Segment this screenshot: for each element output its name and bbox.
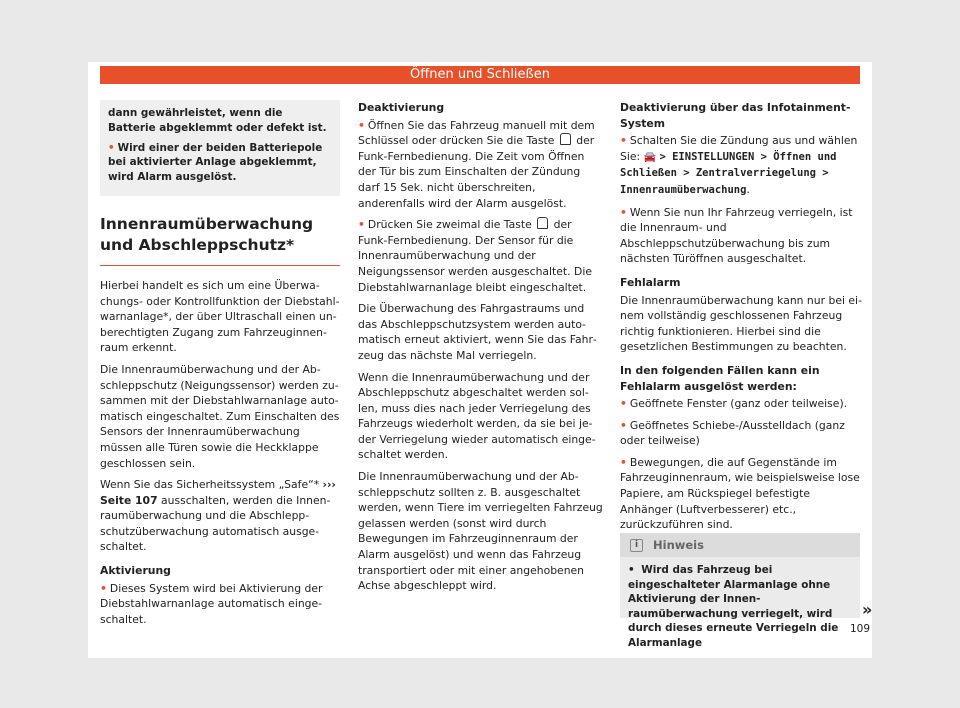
bullet-item: • Wenn Sie nun Ihr Fahrzeug verriegeln, ist die Innenraum- und Abschleppschutzüberwachung bis zum nächsten Türöffnen ausgeschaltet. (620, 205, 853, 266)
paragraph: Wenn Sie das Sicherheitssystem „Safe“* ››› Seite 107 ausschalten, werden die Innenraumüberwachung und die Abschleppschutzüberwachung automatisch ausgeschaltet. (100, 478, 336, 554)
bullet-icon: • (620, 134, 627, 148)
subheading-cases: In den folgenden Fällen kann ein Fehlalarm ausgelöst werden: (620, 363, 820, 393)
bullet-item: • Schalten Sie die Zündung aus und wählen Sie: 🚘 > EINSTELLUNGEN > Öffnen und Schließen > Zentralverriegelung > Innenraumüberwachung. (620, 134, 858, 196)
subheading-infotainment: Deaktivierung über das Infotainment-System (620, 101, 851, 130)
hinweis-header: i Hinweis (620, 533, 860, 557)
page-reference-link[interactable]: ››› Seite 107 (100, 478, 336, 507)
section-title: Innenraumüberwachung und Abschleppschutz* (100, 214, 340, 266)
hinweis-box (620, 533, 860, 649)
paragraph: Die Innenraumüberwachung und der Abschleppschutz (Neigungssensor) werden zusammen mit der Diebstahlwarnanlage automatisch eingeschaltet. Zum Einschalten des Sensors der Innenraumüberwachung müssen alle Türen sowie die Heckklappe geschlossen sein. (100, 362, 340, 470)
column-middle (358, 100, 603, 600)
bullet-icon: • (620, 397, 627, 411)
paragraph: Die Innenraumüberwachung kann nur bei einem vollständig geschlossenen Fahrzeug richtig funktionieren. Hierbei sind die gesetzlichen Bestimmungen zu beachten. (620, 293, 862, 354)
bullet-item: • Öffnen Sie das Fahrzeug manuell mit dem Schlüssel oder drücken Sie die Taste der Funk-Fernbedienung. Die Zeit vom Öffnen der Tür bis zum Einschalten der Zündung darf 15 Sek. nicht überschreiten, anderenfalls wird der Alarm ausgelöst. (358, 118, 595, 210)
bullet-icon: • (108, 141, 115, 154)
continued-arrow-icon: » (862, 600, 873, 619)
chapter-header: Öffnen und Schließen (100, 66, 860, 84)
info-icon: i (630, 539, 643, 552)
bullet-icon: • (358, 118, 365, 132)
column-right (620, 100, 865, 539)
hinweis-text: • Wird das Fahrzeug bei eingeschalteter Alarmanlage ohne Aktivierung der Innenraumüberwachung verriegelt, wird durch dieses erneute Verriegeln die Alarmanlage (628, 564, 839, 649)
bullet-item: • Drücken Sie zweimal die Taste der Funk-Fernbedienung. Der Sensor für die Innenraumüberwachung und der Neigungssensor werden ausgeschaltet. Die Diebstahlwarnanlage bleibt eingeschaltet. (358, 218, 592, 294)
unlock-key-icon (560, 133, 571, 145)
car-menu-icon: 🚘 (643, 151, 657, 163)
subheading-fehlalarm: Fehlalarm (620, 275, 681, 289)
column-left (100, 100, 340, 633)
bullet-icon: • (620, 205, 627, 219)
paragraph: Die Innenraumüberwachung und der Abschleppschutz sollten z. B. ausgeschaltet werden, wenn Tiere im verriegelten Fahrzeug gelassen werden (sonst wird durch Bewegungen im Fahrzeuginnenraum der Alarm ausgelöst) und wenn das Fahrzeug transportiert oder mit einer angehobenen Achse abgeschleppt wird. (358, 470, 603, 593)
paragraph: Die Überwachung des Fahrgastraums und das Abschleppschutzsystem werden automatisch erneut aktiviert, wenn Sie das Fahrzeug das nächste Mal verriegeln. (358, 302, 597, 362)
bullet-item: • Bewegungen, die auf Gegenstände im Fahrzeuginnenraum, wie beispielsweise lose Papiere, am Rückspiegel befestigte Anhänger (Luftverbesserer) etc., zurückzuführen sind. (620, 455, 860, 532)
subheading-aktivierung: Aktivierung (100, 564, 171, 578)
bullet-icon: • (100, 581, 107, 595)
bullet-icon: • (620, 418, 627, 432)
page-number: 109 (850, 623, 871, 635)
warning-box-continued (100, 100, 340, 196)
warning-text: dann gewährleistet, wenn die Batterie abgeklemmt oder defekt ist. (108, 107, 327, 134)
lock-key-icon (537, 217, 548, 229)
bullet-item: • Geöffnetes Schiebe-/Ausstelldach (ganz oder teilweise) (620, 418, 845, 448)
subheading-deaktivierung: Deaktivierung (358, 101, 445, 114)
paragraph: Hierbei handelt es sich um eine Überwachungs- oder Kontrollfunktion der Diebstahlwarnanlage*, der über Ultraschall einen unberechtigten Zugang zum Fahrzeuginnenraum erkennt. (100, 278, 340, 355)
bullet-icon: • (620, 455, 627, 469)
menu-path: > EINSTELLUNGEN > Öffnen und Schließen > Zentralverriegelung > Innenraumüberwachung (620, 150, 837, 196)
paragraph: Wenn die Innenraumüberwachung und der Abschleppschutz abgeschaltet werden sollen, muss dies nach jeder Verriegelung des Fahrzeugs wiederholt werden, da sie bei jeder Verriegelung wieder automatisch eingeschaltet werden. (358, 370, 596, 462)
warning-bullet: • Wird einer der beiden Batteriepole bei aktivierter Anlage abgeklemmt, wird Alarm ausgelöst. (108, 141, 323, 184)
bullet-item: • Geöffnete Fenster (ganz oder teilweise). (620, 397, 848, 411)
bullet-item: • Dieses System wird bei Aktivierung der Diebstahlwarnanlage automatisch eingeschaltet. (100, 581, 323, 626)
bullet-icon: • (358, 218, 365, 232)
bullet-icon: • (628, 564, 635, 576)
